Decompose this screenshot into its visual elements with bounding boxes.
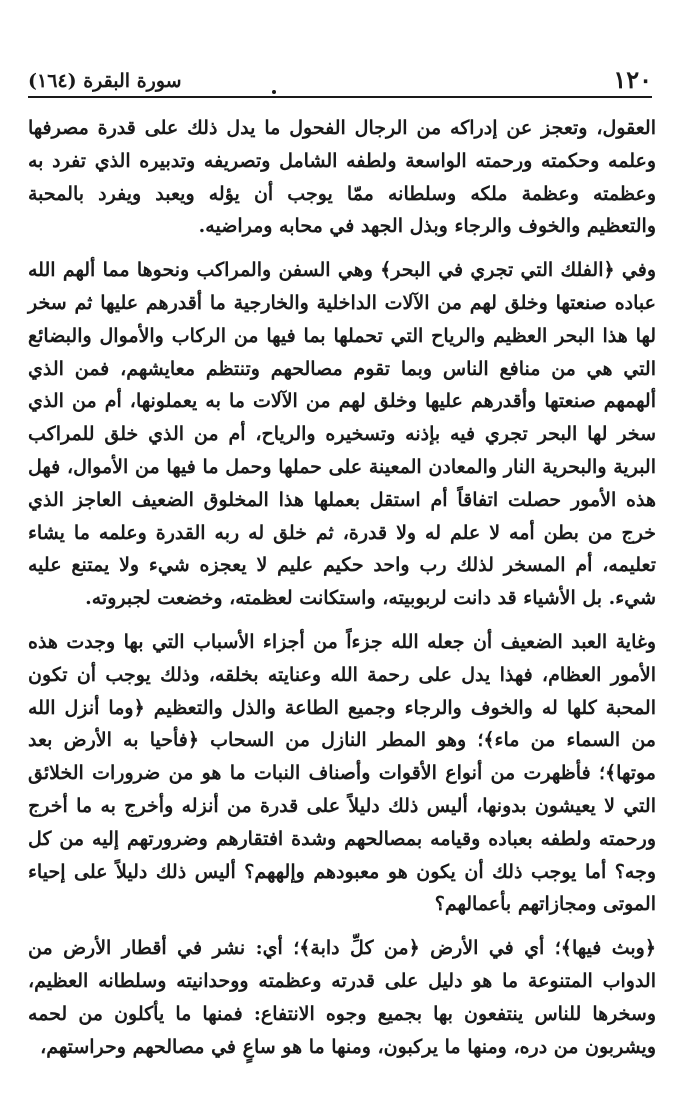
paragraph: وفي ﴿الفلك التي تجري في البحر﴾ وهي السفن والمراكب ونحوها مما ألهم الله عباده صنعتها وخلق لهم من الآلات الداخلية والخارجية ما أقدرهم عليها ثم سخر لها هذا البحر العظيم والرياح التي تحملها بما فيها من الركاب والأموال والبضائع التي هي من منافع الناس وبما تقوم مصالحهم وتنتظم معايشهم، فمن الذي ألهمهم صنعتها وأقدرهم عليها وخلق لهم من الآلات ما به يعملونها، أم من الذي سخر لها البحر تجري فيه بإذنه وتسخيره والرياح، أم من الذي خلق للمراكب البرية والبحرية النار والمعادن المعينة على حملها وحمل ما فيها من الأموال، فهل هذه الأمور حصلت اتفاقاً أم استقل بعملها هذا المخلوق الضعيف العاجز الذي خرج من بطن أمه لا علم له ولا قدرة، ثم خلق له ربه القدرة وعلمه ما يشاء تعليمه، أم المسخر لذلك رب واحد حكيم عليم لا يعجزه شيء ولا يمتنع عليه شيء. بل الأشياء قد دانت لربوبيته، واستكانت لعظمته، وخضعت لجبروته. [28, 259, 656, 610]
running-head: سورة البقرة (١٦٤) [28, 70, 182, 92]
body-text [28, 112, 656, 1063]
paragraph: العقول، وتعجز عن إدراكه من الرجال الفحول ما يدل ذلك على قدرة مصرفها وعلمه وحكمته ورحمته الواسعة ولطفه الشامل وتصريفه وتدبيره الذي تفرد به وعظمته وعظمة ملكه وسلطانه ممّا يوجب أن يؤله ويعبد ويفرد بالمحبة والتعظيم والخوف والرجاء وبذل الجهد في محابه ومراضيه. [28, 117, 656, 238]
header-dot [272, 90, 276, 94]
paragraph: وغاية العبد الضعيف أن جعله الله جزءاً من أجزاء الأسباب التي بها وجدت هذه الأمور العظام، فهذا يدل على رحمة الله وعنايته بخلقه، وذلك يوجب أن تكون المحبة كلها له والخوف والرجاء وجميع الطاعة والذل والتعظيم ﴿وما أنزل الله من السماء من ماء﴾؛ وهو المطر النازل من السحاب ﴿فأحيا به الأرض بعد موتها﴾؛ فأظهرت من أنواع الأقوات وأصناف النبات ما هو من ضرورات الخلائق التي لا يعيشون بدونها، أليس ذلك دليلاً على قدرة من أنزله وأخرج به ما أخرج ورحمته ولطفه بعباده وقيامه بمصالحهم وشدة افتقارهم وضرورتهم إليه من كل وجه؟ أما يوجب ذلك أن يكون هو معبودهم وإلههم؟ أليس ذلك دليلاً على إحياء الموتى ومجازاتهم بأعمالهم؟ [28, 630, 656, 916]
page-header [28, 60, 652, 98]
page-number: ١٢٠ [613, 65, 652, 94]
paragraph: ﴿وبث فيها﴾؛ أي في الأرض ﴿من كلِّ دابة﴾؛ أي: نشر في أقطار الأرض من الدواب المتنوعة ما هو دليل على قدرته وعظمته ووحدانيته وسلطانه العظيم، وسخرها للناس ينتفعون بها بجميع وجوه الانتفاع: فمنها ما يأكلون من لحمه ويشربون من دره، ومنها ما يركبون، ومنها ما هو ساعٍ في مصالحهم وحراستهم، [28, 937, 656, 1058]
